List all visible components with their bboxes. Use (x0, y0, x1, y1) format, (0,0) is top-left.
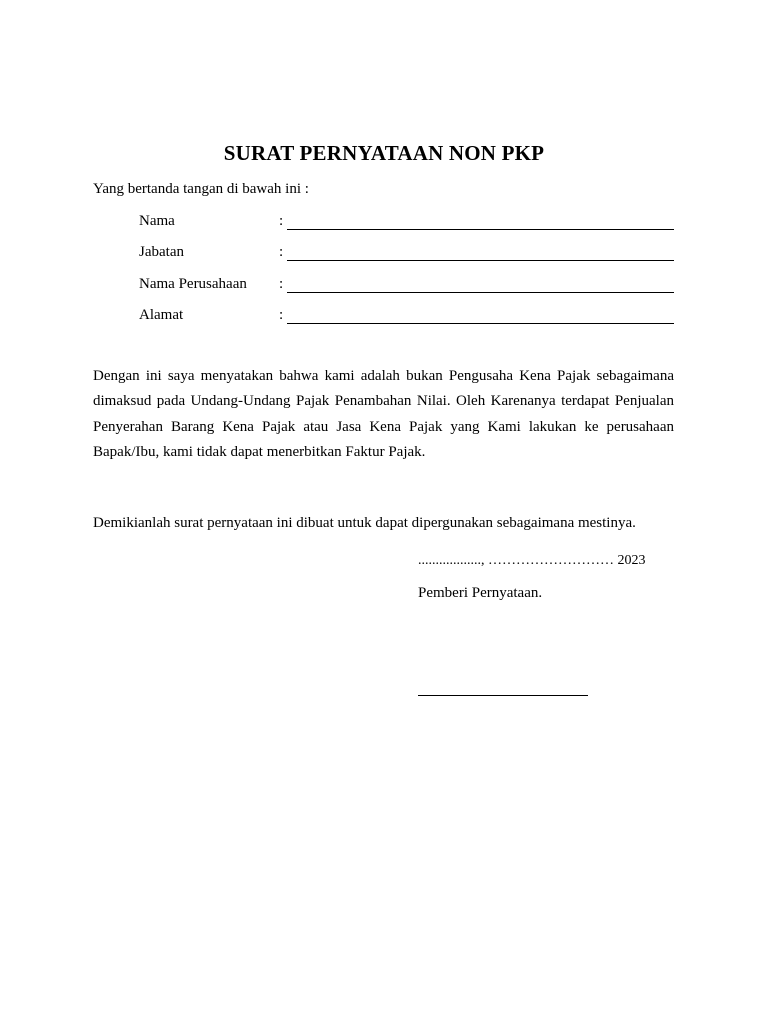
document-title: SURAT PERNYATAAN NON PKP (223, 141, 545, 165)
field-label-jabatan: Jabatan (139, 244, 184, 260)
field-colon: : (279, 213, 284, 229)
signature-line[interactable] (418, 695, 588, 696)
field-fill-line-alamat[interactable] (287, 323, 674, 324)
field-row-nama-perusahaan (139, 276, 674, 298)
body-paragraph: Dengan ini saya menyatakan bahwa kami adalah bukan Pengusaha Kena Pajak sebagaimana dimaksud pada Undang-Undang Pajak Penambahan Nilai. Oleh Karenanya terdapat Penjualan Penyerahan Barang Kena Pajak atau Jasa Kena Pajak yang Kami lakukan ke perusahaan Bapak/Ibu, kami tidak dapat menerbitkan Faktur Pajak. (93, 368, 674, 460)
intro-text: Yang bertanda tangan di bawah ini : (93, 181, 309, 197)
closing-statement: Demikianlah surat pernyataan ini dibuat untuk dapat dipergunakan sebagaimana mestinya. (93, 515, 636, 531)
field-colon: : (279, 307, 284, 323)
field-row-jabatan (139, 244, 674, 266)
signature-place-date: .................., ……………………… 2023 (418, 553, 646, 568)
field-colon: : (279, 244, 284, 260)
field-row-alamat (139, 307, 674, 329)
field-row-nama (139, 213, 674, 235)
field-label-nama-perusahaan: Nama Perusahaan (139, 276, 247, 292)
field-label-alamat: Alamat (139, 307, 184, 323)
field-colon: : (279, 276, 284, 292)
field-label-nama: Nama (139, 213, 175, 229)
field-fill-line-nama-perusahaan[interactable] (287, 292, 674, 293)
field-fill-line-jabatan[interactable] (287, 260, 674, 261)
field-fill-line-nama[interactable] (287, 229, 674, 230)
signature-role: Pemberi Pernyataan. (418, 585, 543, 601)
